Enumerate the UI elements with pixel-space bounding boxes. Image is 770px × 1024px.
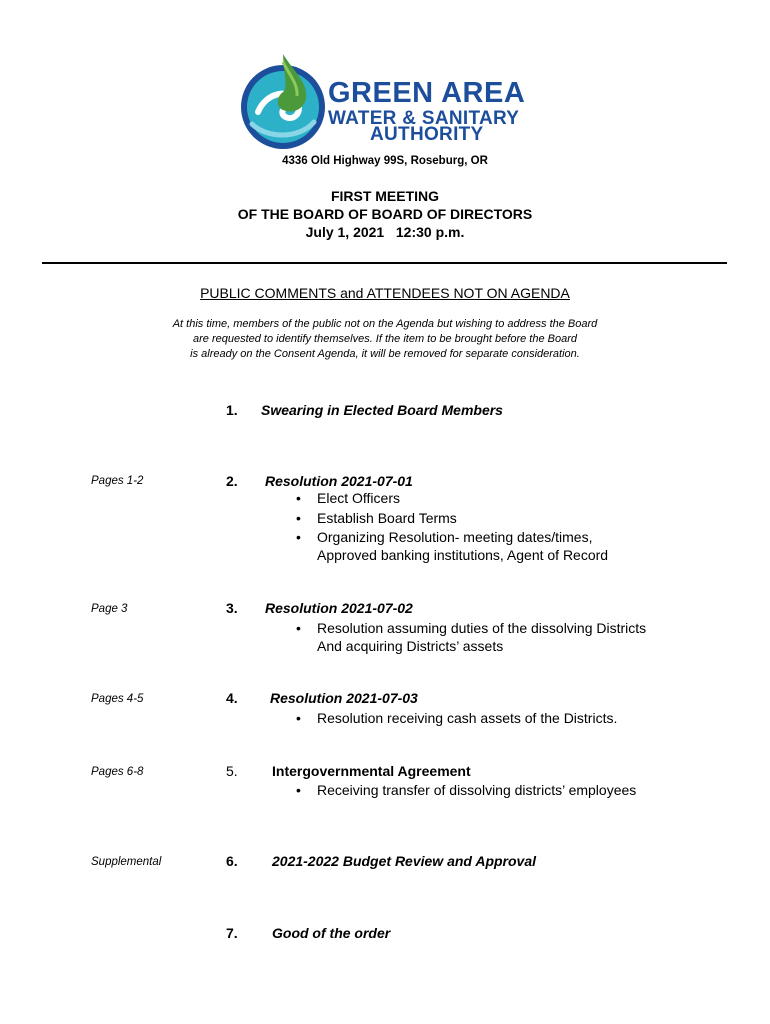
bullet-icon: • xyxy=(296,620,301,636)
agenda-item-number: 1. xyxy=(226,402,238,418)
logo-text-line1: GREEN AREA xyxy=(328,77,526,109)
agenda-bullet-text: And acquiring Districts’ assets xyxy=(317,638,504,654)
public-comments-text: are requested to identify themselves. If the item to be brought before the Board xyxy=(192,333,577,345)
agenda-item-title: Intergovernmental Agreement xyxy=(272,763,471,779)
public-comments-text: is already on the Consent Agenda, it will be removed for separate consideration. xyxy=(190,348,580,360)
board-title: OF THE BOARD OF BOARD OF DIRECTORS xyxy=(237,206,533,222)
meeting-title: FIRST MEETING xyxy=(330,188,440,204)
agenda-item-title: 2021-2022 Budget Review and Approval xyxy=(272,853,537,869)
logo-text-line3: AUTHORITY xyxy=(370,124,484,145)
agenda-item-title: Resolution 2021-07-02 xyxy=(265,600,413,616)
agenda-bullet-text: Resolution assuming duties of the dissolving Districts xyxy=(317,620,647,636)
bullet-icon: • xyxy=(296,510,301,526)
water-drop-wave-icon xyxy=(236,52,330,152)
agenda-item-title: Good of the order xyxy=(272,925,391,941)
agenda-bullet-text: Receiving transfer of dissolving districts’ employees xyxy=(317,782,637,798)
agenda-bullet-text: Approved banking institutions, Agent of Record xyxy=(317,547,609,563)
agenda-item-title: Swearing in Elected Board Members xyxy=(261,402,503,418)
bullet-icon: • xyxy=(296,710,301,726)
agenda-item-title: Resolution 2021-07-01 xyxy=(265,473,413,489)
agenda-bullet-text: Elect Officers xyxy=(317,490,400,506)
bullet-icon: • xyxy=(296,782,301,798)
agenda-item-number: 5. xyxy=(226,763,238,779)
agenda-item-pages: Supplemental xyxy=(91,856,162,868)
public-comments-text: At this time, members of the public not on the Agenda but wishing to address the Board xyxy=(172,318,598,330)
agenda-item-pages: Pages 4-5 xyxy=(91,693,144,705)
agenda-item-pages: Pages 1-2 xyxy=(91,475,144,487)
public-comments-title: PUBLIC COMMENTS and ATTENDEES NOT ON AGENDA xyxy=(200,285,570,301)
agenda-item-number: 4. xyxy=(226,690,238,706)
agenda-item-pages: Pages 6-8 xyxy=(91,766,144,778)
agenda-item-title: Resolution 2021-07-03 xyxy=(270,690,418,706)
agenda-item-number: 3. xyxy=(226,600,238,616)
bullet-icon: • xyxy=(296,529,301,545)
agenda-bullet-text: Establish Board Terms xyxy=(317,510,457,526)
agenda-item-number: 6. xyxy=(226,853,238,869)
bullet-icon: • xyxy=(296,490,301,506)
logo xyxy=(236,52,536,164)
agenda-item-pages: Page 3 xyxy=(91,603,128,615)
agenda-bullet-text: Resolution receiving cash assets of the Districts. xyxy=(317,710,618,726)
meeting-date-time: July 1, 2021 12:30 p.m. xyxy=(305,224,465,240)
divider xyxy=(42,262,727,264)
agenda-item-number: 2. xyxy=(226,473,238,489)
logo-text-line2: WATER & SANITARY xyxy=(328,108,520,129)
agenda-bullet-text: Organizing Resolution- meeting dates/times, xyxy=(317,529,593,545)
address: 4336 Old Highway 99S, Roseburg, OR xyxy=(282,155,488,167)
agenda-item-number: 7. xyxy=(226,925,238,941)
